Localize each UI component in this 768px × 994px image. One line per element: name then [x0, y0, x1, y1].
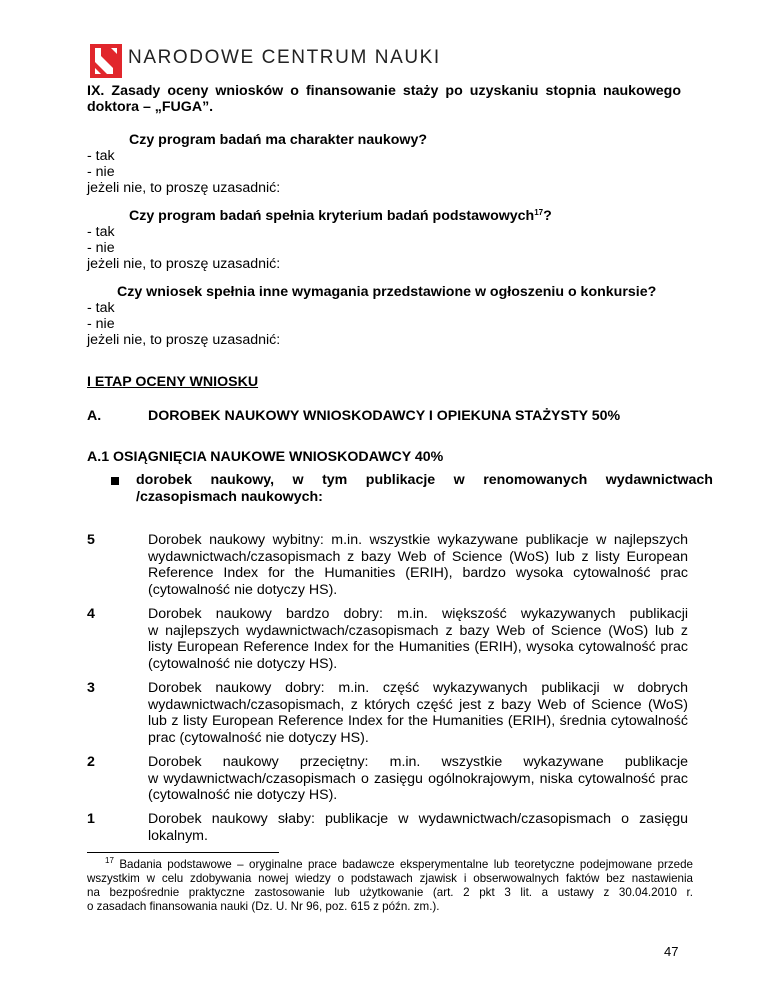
question-1: Czy program badań ma charakter naukowy?	[129, 132, 428, 148]
question-2-justify: jeżeli nie, to proszę uzasadnić:	[87, 256, 281, 272]
footnote: $^{17}$ Badania podstawowe – oryginalne prace badawcze eksperymentalne lub teoretyczne podejmowane przede wszystkim w celu zdobywania nowej wiedzy o podstawach zjawisk i obserwowalnych faktów bez nastawienia na bezpośrednie praktyczne zastosowanie lub użytkowanie (art. 2 pkt 3 lit. a ustawy z 30.04.2010 r. o zasadach finansowania nauki (Dz. U. Nr 96, poz. 615 z późn. zm.).	[87, 856, 693, 913]
question-3-yes: - tak	[87, 300, 115, 316]
bullet-text	[136, 472, 713, 505]
score-1-number: 1	[87, 811, 95, 827]
part-a-title: DOROBEK NAUKOWY WNIOSKODAWCY I OPIEKUNA STAŻYSTY 50%	[148, 408, 621, 424]
question-3-justify: jeżeli nie, to proszę uzasadnić:	[87, 332, 281, 348]
question-2-no: - nie	[87, 240, 115, 256]
score-4-number: 4	[87, 606, 95, 622]
org-name: NARODOWE CENTRUM NAUKI	[128, 47, 441, 68]
bullet-square-icon	[111, 477, 119, 485]
stage-heading: I ETAP OCENY WNIOSKU	[87, 374, 259, 390]
page-number: 47	[664, 944, 679, 959]
score-2-description: Dorobek naukowy przeciętny: m.in. wszystkie wykazywane publikacje w wydawnictwach/czasopismach o zasięgu ogólnokrajowym, niska cytowalność prac (cytowalność nie dotyczy HS).	[148, 754, 688, 803]
question-3: Czy wniosek spełnia inne wymagania przedstawione w ogłoszeniu o konkursie?	[117, 284, 657, 300]
question-2-yes: - tak	[87, 224, 115, 240]
score-5-description: Dorobek naukowy wybitny: m.in. wszystkie wykazywane publikacje w najlepszych wydawnictwach/czasopismach z bazy Web of Science (WoS) lub z listy European Reference Index for the Humanities (ERIH), bardzo wysoka cytowalność prac (cytowalność nie dotyczy HS).	[148, 532, 688, 598]
question-2: Czy program badań spełnia kryterium badań podstawowych$^{17}$?	[129, 208, 552, 224]
question-3-no: - nie	[87, 316, 115, 332]
question-1-no: - nie	[87, 164, 115, 180]
ncn-logo-icon	[90, 44, 122, 83]
footnote-mark: 17	[105, 856, 114, 865]
footnote-separator	[87, 852, 279, 853]
score-2-number: 2	[87, 754, 95, 770]
bullet-line-2: /czasopismach naukowych:	[136, 488, 323, 505]
section-title-line2: doktora – „FUGA”.	[87, 99, 214, 115]
score-3-description: Dorobek naukowy dobry: m.in. część wykazywanych publikacji w dobrych wydawnictwach/czasopismach, z których część jest z bazy Web of Science (WoS) lub z listy European Reference Index for the Humanities (ERIH), średnia cytowalność prac (cytowalność nie dotyczy HS).	[148, 680, 688, 746]
section-title-line1: IX. Zasady oceny wniosków o finansowanie staży po uzyskaniu stopnia naukowego	[87, 83, 681, 99]
score-5-number: 5	[87, 532, 95, 548]
part-a-letter: A.	[87, 408, 102, 424]
score-1-description: Dorobek naukowy słaby: publikacje w wydawnictwach/czasopismach o zasięgu lokalnym.	[148, 811, 688, 844]
footnote-ref: 17	[534, 208, 544, 217]
score-4-description: Dorobek naukowy bardzo dobry: m.in. większość wykazywanych publikacji w najlepszych wydawnictwach/czasopismach z bazy Web of Science (WoS) lub z listy European Reference Index for the Humanities (ERIH), wysoka cytowalność prac (cytowalność nie dotyczy HS).	[148, 606, 688, 672]
bullet-line-1: dorobek naukowy, w tym publikacje w renomowanych wydawnictwach	[136, 472, 713, 488]
score-3-number: 3	[87, 680, 95, 696]
question-1-justify: jeżeli nie, to proszę uzasadnić:	[87, 180, 281, 196]
a1-title: A.1 OSIĄGNIĘCIA NAUKOWE WNIOSKODAWCY 40%	[87, 449, 444, 465]
question-1-yes: - tak	[87, 148, 115, 164]
